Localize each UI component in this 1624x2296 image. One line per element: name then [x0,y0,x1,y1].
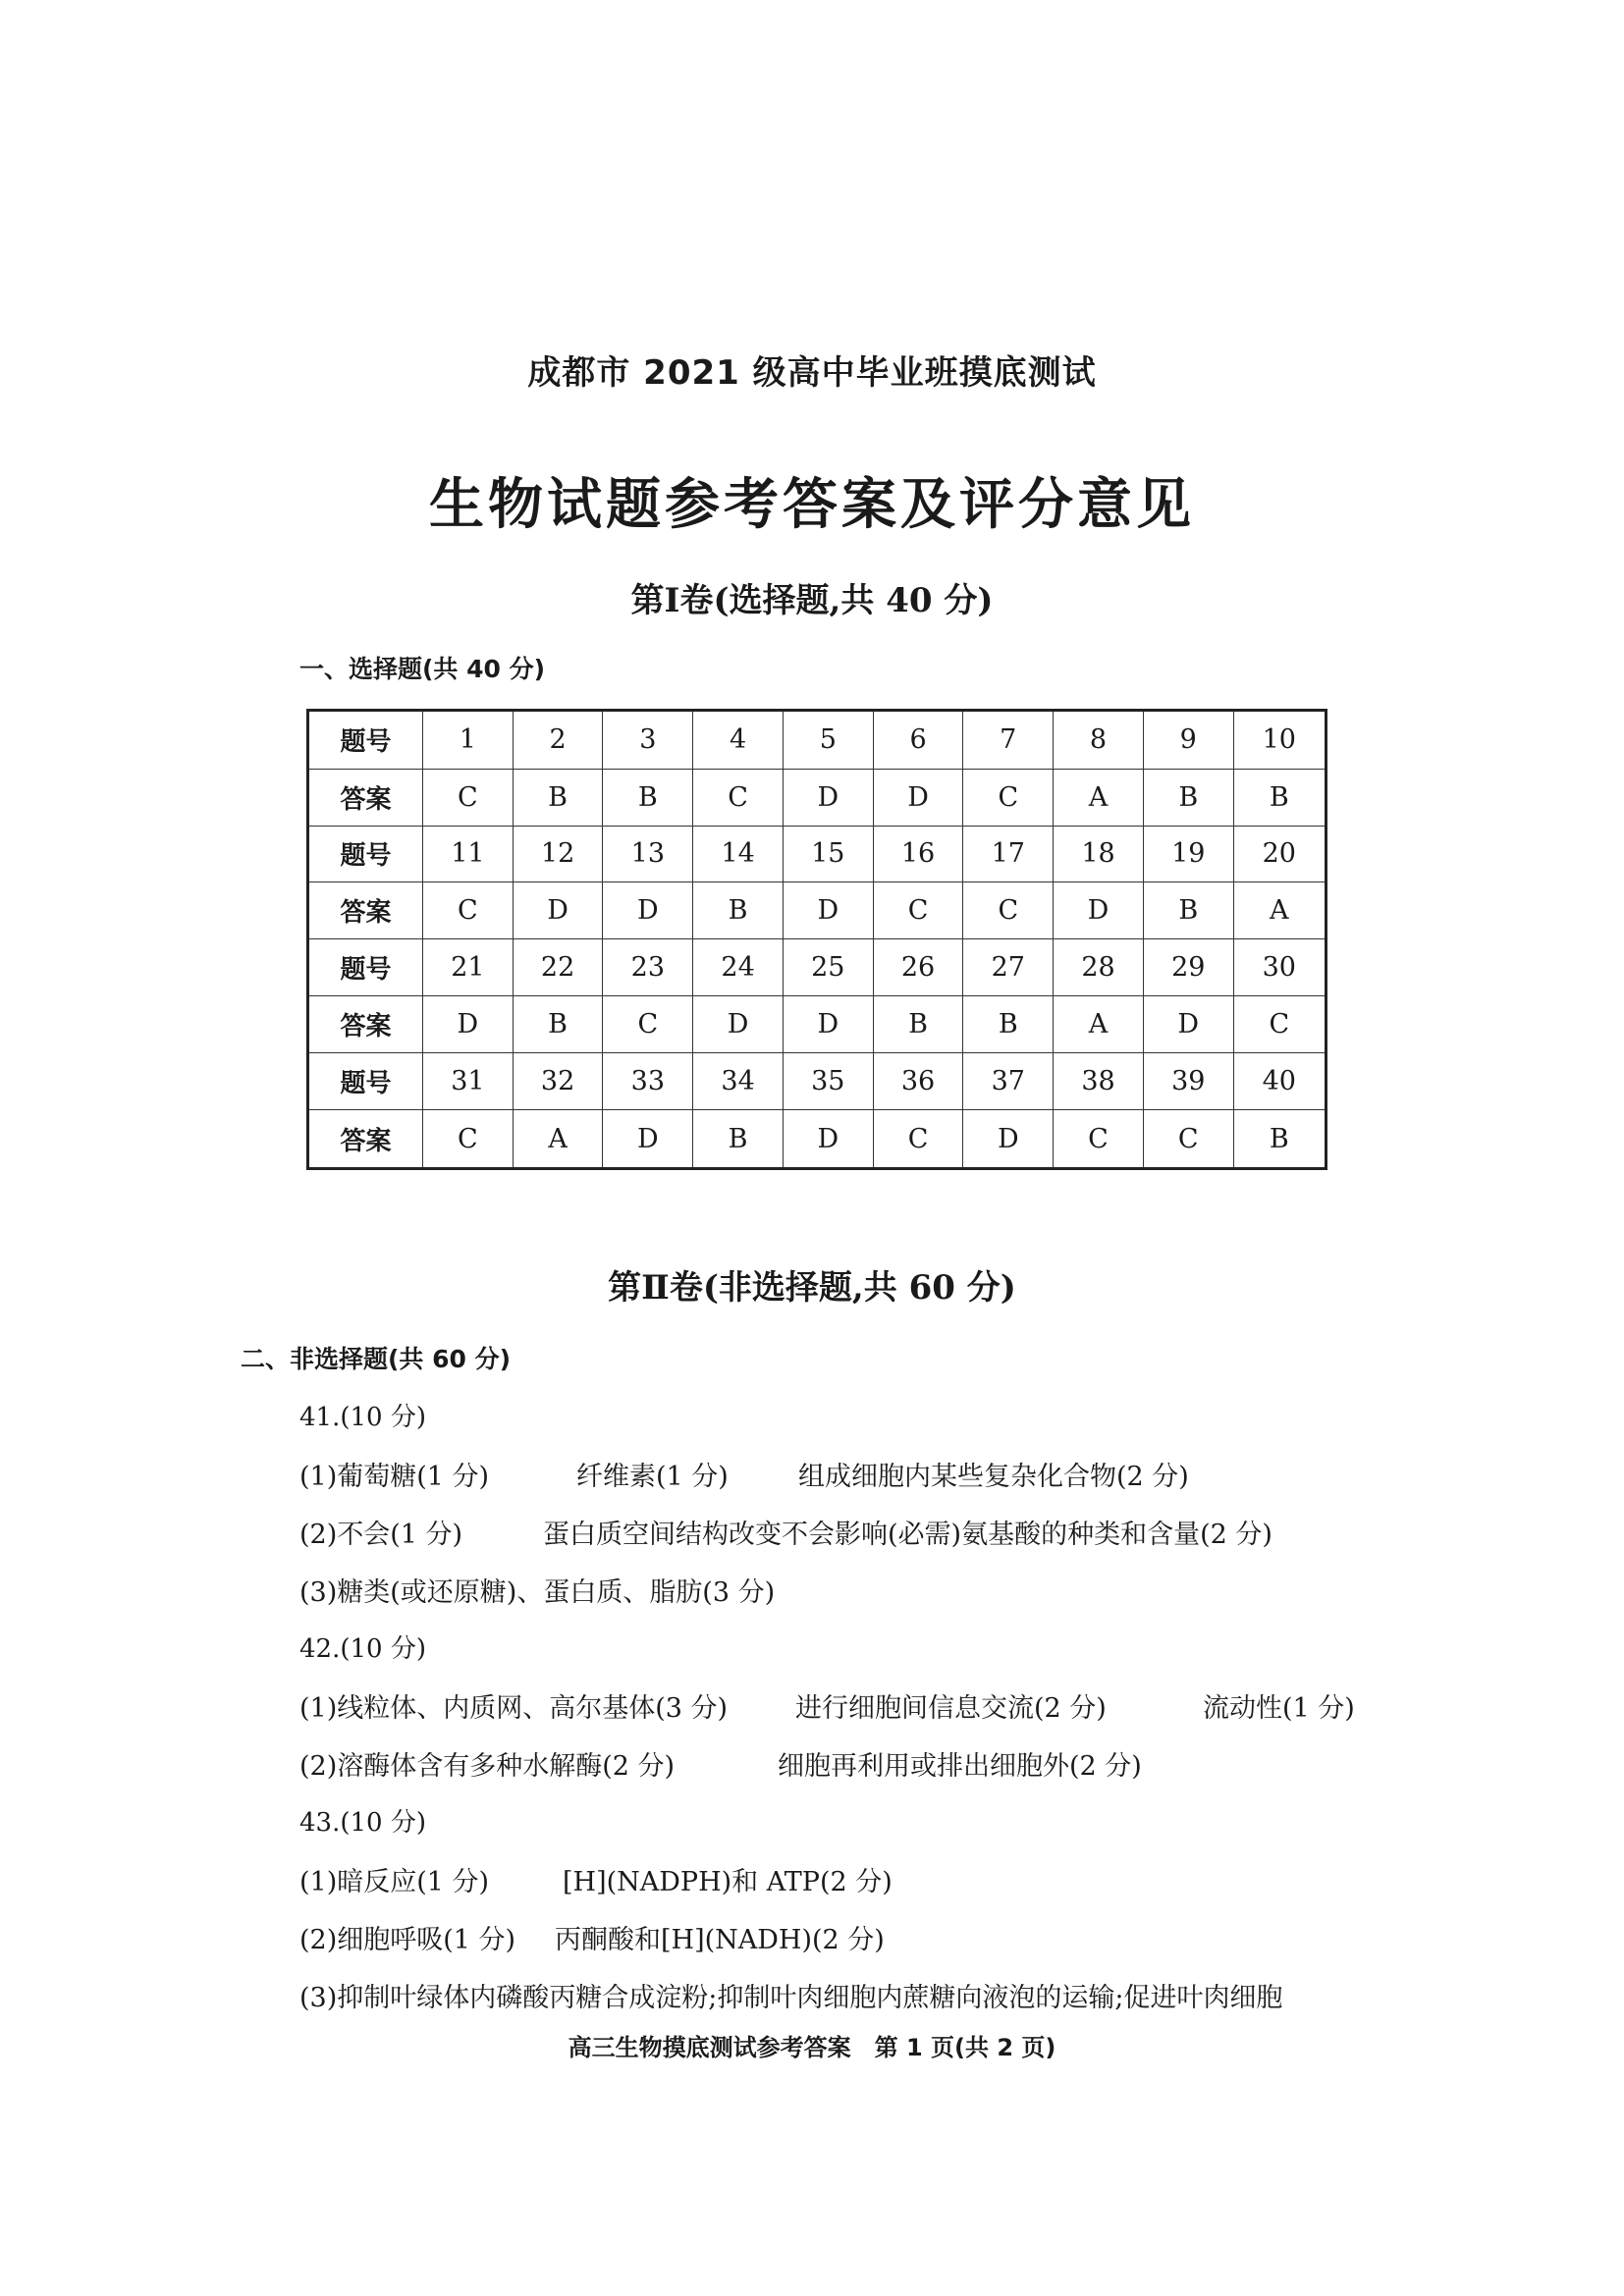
question-number-cell: 27 [963,939,1054,996]
q41-answer-2 [299,1513,1272,1551]
question-number-cell: 3 [603,711,693,770]
answer-cell: B [603,769,693,826]
q41-a2-part1: (2)不会(1 分) [299,1520,463,1550]
question-number-cell: 29 [1143,939,1233,996]
answer-cell: D [1054,882,1144,939]
answer-cell: D [513,882,603,939]
exam-title: 成都市 2021 级高中毕业班摸底测试 [527,353,1097,393]
question-number-cell: 36 [873,1053,963,1110]
q41-a3-part1: (3)糖类(或还原糖)、蛋白质、脂肪(3 分) [299,1577,776,1608]
part2-title: 第Ⅱ卷(非选择题,共 60 分) [608,1268,1016,1308]
answer-row [308,1110,1326,1169]
question-number-cell: 5 [783,711,873,770]
question-number-cell: 2 [513,711,603,770]
q41-a1-part1: (1)葡萄糖(1 分) [299,1462,490,1492]
answer-cell: D [783,882,873,939]
q43-a3-part1: (3)抑制叶绿体内磷酸丙糖合成淀粉;抑制叶肉细胞内蔗糖向液泡的运输;促进叶肉细胞 [299,1983,1283,2013]
answer-cell: B [513,996,603,1053]
answer-label-cell: 答案 [308,996,423,1053]
question-number-cell: 31 [423,1053,514,1110]
question-number-cell: 15 [783,826,873,882]
answer-cell: B [513,769,603,826]
number-row [308,711,1326,770]
q41-answer-1 [299,1455,1189,1493]
q41-a2-part2: 蛋白质空间结构改变不会影响(必需)氨基酸的种类和含量(2 分) [543,1520,1272,1550]
question-number-cell: 38 [1054,1053,1144,1110]
number-row [308,939,1326,996]
q43-a1-part1: (1)暗反应(1 分) [299,1867,490,1897]
page-footer: 高三生物摸底测试参考答案 第 1 页(共 2 页) [568,2034,1056,2061]
answer-cell: B [693,1110,784,1169]
answer-cell: A [1233,882,1326,939]
question-number-cell: 26 [873,939,963,996]
question-number-cell: 39 [1143,1053,1233,1110]
question-number-cell: 30 [1233,939,1326,996]
answer-cell: C [873,882,963,939]
answer-cell: D [783,1110,873,1169]
answer-cell: C [963,769,1054,826]
number-label-cell: 题号 [308,939,423,996]
question-number-cell: 13 [603,826,693,882]
answer-cell: A [513,1110,603,1169]
answer-row [308,769,1326,826]
q43-heading: 43.(10 分) [299,1808,426,1838]
answer-cell: C [1143,1110,1233,1169]
q41-answer-3 [299,1571,775,1609]
question-number-cell: 4 [693,711,784,770]
question-number-cell: 32 [513,1053,603,1110]
answer-label-cell: 答案 [308,1110,423,1169]
answer-cell: A [1054,769,1144,826]
question-number-cell: 20 [1233,826,1326,882]
answer-cell: D [603,882,693,939]
answer-cell: C [1233,996,1326,1053]
answer-cell: C [423,769,514,826]
answer-cell: D [603,1110,693,1169]
answer-cell: C [423,1110,514,1169]
question-number-cell: 25 [783,939,873,996]
section2-label: 二、非选择题(共 60 分) [241,1345,512,1373]
q43-answer-3 [299,1976,1282,2014]
answer-cell: D [693,996,784,1053]
number-label-cell: 题号 [308,1053,423,1110]
question-number-cell: 21 [423,939,514,996]
q42-answer-1 [299,1686,1355,1725]
q43-a1-part2: [H](NADPH)和 ATP(2 分) [563,1867,893,1897]
answer-cell: B [873,996,963,1053]
document-title: 生物试题参考答案及评分意见 [429,473,1195,537]
question-number-cell: 23 [603,939,693,996]
q42-a1-part3: 流动性(1 分) [1203,1693,1355,1724]
q42-a1-part1: (1)线粒体、内质网、高尔基体(3 分) [299,1693,729,1724]
answer-cell: C [963,882,1054,939]
q42-a2-part2: 细胞再利用或排出细胞外(2 分) [778,1751,1142,1782]
number-label-cell: 题号 [308,826,423,882]
answer-cell: A [1054,996,1144,1053]
answer-cell: D [783,996,873,1053]
answer-cell: D [783,769,873,826]
question-number-cell: 6 [873,711,963,770]
question-number-cell: 33 [603,1053,693,1110]
answer-cell: C [1054,1110,1144,1169]
question-number-cell: 9 [1143,711,1233,770]
answer-cell: C [693,769,784,826]
question-number-cell: 12 [513,826,603,882]
answer-cell: B [1143,769,1233,826]
question-number-cell: 40 [1233,1053,1326,1110]
answer-table [306,709,1327,1170]
question-number-cell: 10 [1233,711,1326,770]
q43-a2-part2: 丙酮酸和[H](NADH)(2 分) [555,1925,885,1955]
q43-a2-part1: (2)细胞呼吸(1 分) [299,1925,516,1955]
part1-title: 第Ⅰ卷(选择题,共 40 分) [630,581,994,620]
answer-cell: B [1233,769,1326,826]
question-number-cell: 24 [693,939,784,996]
answer-label-cell: 答案 [308,882,423,939]
question-number-cell: 28 [1054,939,1144,996]
answer-cell: B [1233,1110,1326,1169]
answer-cell: D [963,1110,1054,1169]
question-number-cell: 34 [693,1053,784,1110]
answer-cell: B [693,882,784,939]
q41-a1-part3: 组成细胞内某些复杂化合物(2 分) [798,1462,1189,1492]
number-row [308,1053,1326,1110]
number-row [308,826,1326,882]
q42-a2-part1: (2)溶酶体含有多种水解酶(2 分) [299,1751,676,1782]
question-number-cell: 1 [423,711,514,770]
question-number-cell: 8 [1054,711,1144,770]
answer-cell: C [873,1110,963,1169]
answer-cell: C [603,996,693,1053]
answer-cell: B [963,996,1054,1053]
q43-answer-2 [299,1918,885,1956]
question-number-cell: 7 [963,711,1054,770]
q42-answer-2 [299,1744,1142,1783]
answer-cell: C [423,882,514,939]
answer-cell: D [873,769,963,826]
question-number-cell: 19 [1143,826,1233,882]
question-number-cell: 14 [693,826,784,882]
question-number-cell: 17 [963,826,1054,882]
question-number-cell: 18 [1054,826,1144,882]
answer-row [308,996,1326,1053]
question-number-cell: 35 [783,1053,873,1110]
number-label-cell: 题号 [308,711,423,770]
question-number-cell: 22 [513,939,603,996]
section1-label: 一、选择题(共 40 分) [299,655,546,683]
question-number-cell: 37 [963,1053,1054,1110]
q41-a1-part2: 纤维素(1 分) [576,1462,729,1492]
answer-cell: B [1143,882,1233,939]
question-number-cell: 11 [423,826,514,882]
q41-heading: 41.(10 分) [299,1403,426,1432]
q42-heading: 42.(10 分) [299,1634,426,1664]
question-number-cell: 16 [873,826,963,882]
answer-cell: D [423,996,514,1053]
answer-label-cell: 答案 [308,769,423,826]
answer-row [308,882,1326,939]
q42-a1-part2: 进行细胞间信息交流(2 分) [795,1693,1107,1724]
answer-cell: D [1143,996,1233,1053]
q43-answer-1 [299,1860,893,1898]
